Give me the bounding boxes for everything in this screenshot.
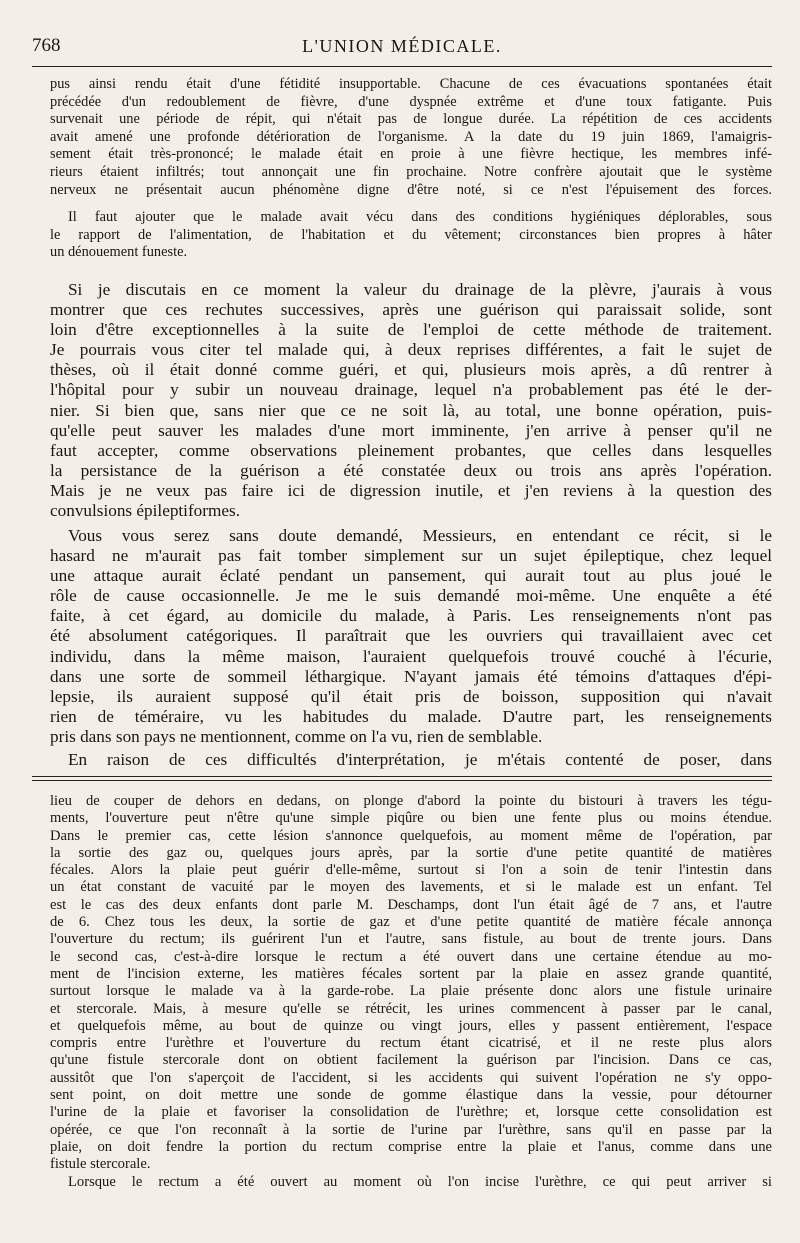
- text-line: avait amené une profonde détérioration de l'organisme. A la date du 19 juin 1869, l'amaigris-: [50, 128, 772, 145]
- footnote-line: aussitôt que l'on s'aperçoit de l'accident, si les accidents qui suivent l'opération ne s'y oppo-: [50, 1069, 772, 1086]
- text-line: été absolument catégoriques. Il paraîtrait que les ouvriers qui travaillaient avec cet: [50, 626, 772, 646]
- text-line: qu'elle peut sauver les malades d'une mort imminente, j'en arrive à penser qu'il ne: [50, 420, 772, 440]
- text-line: lepsie, ils auraient supposé qu'il était pris de boisson, supposition qui n'avait: [50, 686, 772, 706]
- text-line: la persistance de la guérison a été constatée deux ou trois ans après l'opération.: [50, 460, 772, 480]
- footnote-line: plaie, on doit fendre la portion du rectum comprise entre la plaie et l'anus, comme dans une: [50, 1138, 772, 1155]
- footnote-line: l'urine de la plaie et favoriser la consolidation de l'urèthre; et, lorsque cette consolidation est: [50, 1104, 772, 1121]
- text-line: pus ainsi rendu était d'une fétidité insupportable. Chacune de ces évacuations spontanées était: [50, 76, 772, 92]
- footnote-line: fécales. Alors la plaie peut guérir d'elle-même, surtout si l'on a soin de tenir l'intestin dans: [50, 862, 772, 879]
- footnote-line: l'ouverture du rectum; ils guérirent l'un et l'autre, sans fistule, au bout de trente jours. Dans: [50, 931, 772, 948]
- text-line: rôle de cause occasionnelle. Je me le suis demandé moi-même. Une enquête a été: [50, 586, 772, 606]
- text-line: survenait une période de répit, qui n'était pas de longue durée. La répétition de ces accidents: [50, 111, 772, 128]
- top-paragraph-1: [50, 76, 772, 199]
- footnote-line: la sortie des gaz ou, quelques jours après, par la sortie d'une petite quantité de matières: [50, 844, 772, 861]
- text-line: faite, à cet égard, au domicile du malade, à Paris. Les renseignements n'ont pas: [50, 606, 772, 626]
- text-line: un dénouement funeste.: [50, 244, 188, 261]
- page-header: [32, 33, 772, 59]
- footnote-line: ment de l'incision externe, les matières fécales sortent par la plaie en assez grande quantité,: [50, 965, 772, 982]
- footnote-line: opérée, ce que l'on reconnaît à la sortie de l'urine par l'urèthre, sans qu'il en passe par la: [50, 1121, 772, 1138]
- footnote-line: et stercorale. Mais, à mesure qu'elle se rétrécit, les urines commencent à passer par le canal,: [50, 1000, 772, 1017]
- text-line: Il faut ajouter que le malade avait vécu dans des conditions hygiéniques déplorables, sous: [68, 209, 772, 225]
- footnote-line: est le cas des deux enfants dont parle M. Deschamps, dont l'un était âgé de 7 ans, et l'autre: [50, 896, 772, 913]
- footnote-line: le second cas, c'est-à-dire lorsque le rectum a été ouvert dans une certaine étendue au mo-: [50, 948, 772, 965]
- text-line: faut accepter, comme observations pleinement probantes, que celles dans lesquelles: [50, 440, 772, 460]
- text-line: Mais je ne veux pas faire ici de digression inutile, et j'en reviens à la question des: [50, 480, 772, 500]
- text-line: nerveux ne présentait aucun phénomène digne d'être noté, si ce n'est l'épuisement des forces.: [50, 181, 772, 198]
- text-line: dans une sorte de sommeil léthargique. N'ayant jamais été témoins d'attaques d'épi-: [50, 666, 772, 686]
- text-line: Si je discutais en ce moment la valeur du drainage de la plèvre, j'aurais à vous: [68, 280, 772, 299]
- text-line: pris dans son pays ne mentionnent, comme on l'a vu, rien de semblable.: [50, 726, 543, 746]
- footnote-separator-thin: [32, 780, 772, 781]
- text-line: loin d'être exceptionnelles à la suite de l'emploi de cette méthode de traitement.: [50, 320, 772, 340]
- footnote-line: fistule stercorale.: [50, 1156, 151, 1173]
- text-line: thèses, où il était donné comme guéri, et qui, plusieurs mois après, a dû rentrer à: [50, 360, 772, 380]
- text-line: individu, dans la même maison, l'auraient quelquefois trouvé couché à l'écurie,: [50, 646, 772, 666]
- footnote-line: compris entre l'urèthre et l'ouverture du rectum étant cicatrisé, et il ne reste plus alors: [50, 1035, 772, 1052]
- main-paragraph-3: [50, 750, 772, 770]
- main-paragraph-2: [50, 526, 772, 747]
- main-paragraph-1: [50, 280, 772, 521]
- running-title: L'UNION MÉDICALE.: [302, 36, 502, 56]
- text-line: précédée d'un redoublement de fièvre, d'une dyspnée extrême et d'une toux fatigante. Puis: [50, 93, 772, 110]
- footnote-separator: [32, 776, 772, 777]
- footnote-line: ments, l'ouverture peut n'être qu'une simple piqûre ou bien une fente plus ou moins étendue.: [50, 810, 772, 827]
- footnote-line: un état constant de vacuité par le moyen des lavements, et si le malade est un enfant. Tel: [50, 879, 772, 896]
- text-line: hasard ne m'aurait pas fait tomber simplement sur un sujet épileptique, chez lequel: [50, 546, 772, 566]
- footnote-line: sent point, on doit mettre une sonde de gomme élastique dans la vessie, pour détourner: [50, 1087, 772, 1104]
- text-line: le rapport de l'alimentation, de l'habitation et du vêtement; circonstances bien propres à hâter: [50, 226, 772, 243]
- text-line: rieurs étaient infiltrés; tout annonçait une fin prochaine. Notre confrère ajoutait que le système: [50, 163, 772, 180]
- text-line: convulsions épileptiformes.: [50, 501, 240, 521]
- footnote-line: et quelquefois même, au bout de quinze ou vingt jours, elles y passent entièrement, l'espace: [50, 1017, 772, 1034]
- top-paragraph-2: [50, 209, 772, 262]
- text-line: Je pourrais vous citer tel malade qui, à deux reprises différentes, a fait le sujet de: [50, 340, 772, 360]
- text-line: nier. Si bien que, sans nier que ce ne soit là, au total, une bonne opération, puis-: [50, 400, 772, 420]
- page-number: 768: [32, 35, 61, 56]
- footnote-line: lieu de couper de dehors en dedans, on plonge d'abord la pointe du bistouri à travers les tégu-: [50, 793, 772, 809]
- footnote-line: surtout lorsque le malade va à la garde-robe. La plaie présente donc alors une fistule urinaire: [50, 983, 772, 1000]
- text-line: rien de téméraire, vu les habitudes du malade. D'autre part, les renseignements: [50, 706, 772, 726]
- text-line: En raison de ces difficultés d'interprétation, je m'étais contenté de poser, dans: [68, 750, 772, 769]
- footnote-line: de 6. Chez tous les deux, la sortie de gaz et d'une petite quantité de matière fécale annonça: [50, 914, 772, 931]
- text-line: montrer que ces rechutes successives, après une guérison qui paraissait solide, sont: [50, 300, 772, 320]
- text-line: Vous vous serez sans doute demandé, Messieurs, en entendant ce récit, si le: [68, 526, 772, 545]
- footnote-line: Dans le premier cas, cette lésion s'annonce quelquefois, au moment même de l'opération, par: [50, 827, 772, 844]
- footnote: [50, 793, 772, 1191]
- text-line: sement était très-prononcé; le malade était en proie à une fièvre hectique, les membres infé-: [50, 146, 772, 163]
- text-line: une attaque aurait éclaté pendant un pansement, qui aurait tout au plus joué le: [50, 566, 772, 586]
- footnote-line: Lorsque le rectum a été ouvert au moment où l'on incise l'urèthre, ce qui peut arriver si: [68, 1173, 772, 1190]
- text-line: l'hôpital pour y subir un nouveau drainage, lequel n'a probablement pas été le der-: [50, 380, 772, 400]
- footnote-line: qu'une fistule stercorale dont on obtient facilement la guérison par l'incision. Dans ce cas,: [50, 1052, 772, 1069]
- header-rule: [32, 66, 772, 67]
